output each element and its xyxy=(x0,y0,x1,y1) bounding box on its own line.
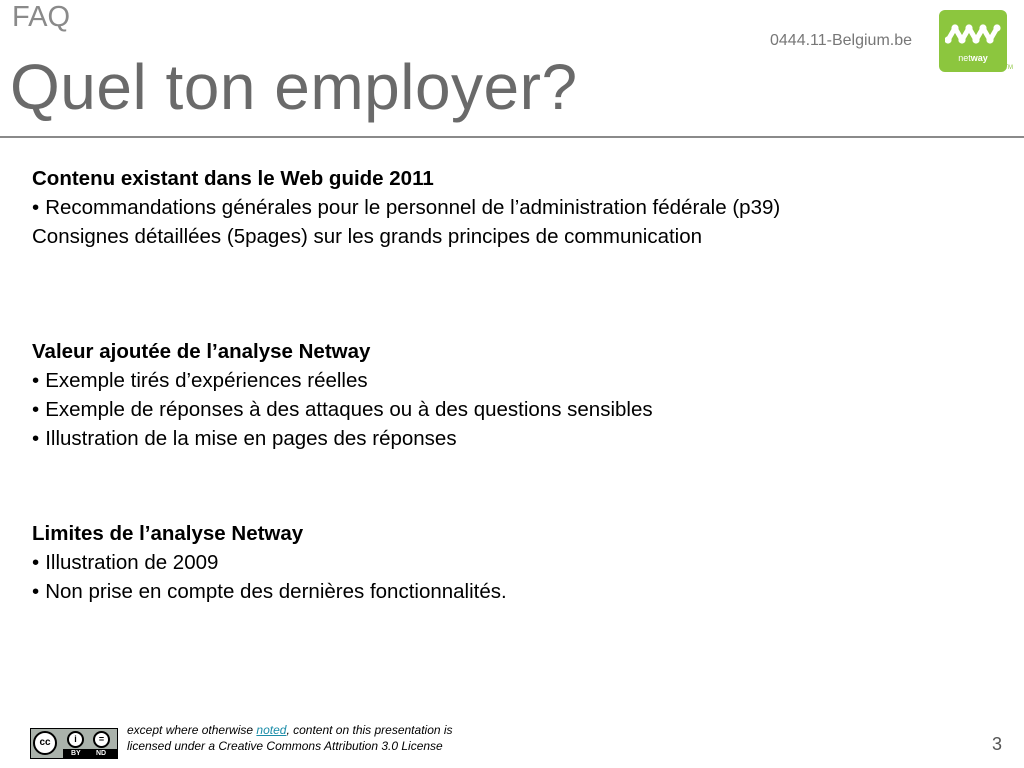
netway-logo xyxy=(939,10,1013,72)
bullet-item: • Non prise en compte des dernières fonctionnalités. xyxy=(32,577,992,606)
slide-header xyxy=(0,0,1024,138)
bullet-item: • Recommandations générales pour le personnel de l’administration fédérale (p39) xyxy=(32,193,992,222)
netway-wave-icon xyxy=(945,22,1001,48)
plain-line: Consignes détaillées (5pages) sur les grands principes de communication xyxy=(32,225,703,248)
creative-commons-badge-icon[interactable] xyxy=(30,728,118,759)
logo-trademark: TM xyxy=(1004,65,1013,71)
by-label: BY xyxy=(71,750,81,757)
section-label: FAQ xyxy=(12,1,71,33)
section-added-value xyxy=(32,337,992,453)
noted-link[interactable]: noted xyxy=(256,723,287,737)
section-limits xyxy=(32,519,992,606)
bullet-item: • Exemple tirés d’expériences réelles xyxy=(32,366,992,395)
section-existing-content xyxy=(32,164,992,251)
section-heading: Contenu existant dans le Web guide 2011 xyxy=(32,167,434,190)
section-heading: Limites de l’analyse Netway xyxy=(32,522,304,545)
slide-title: Quel ton employer? xyxy=(10,51,578,123)
slide-body xyxy=(32,164,992,606)
header-divider xyxy=(0,136,1024,138)
license-notice: except where otherwise noted, content on this presentation is licensed under a Creative Commons Attribution 3.0 License xyxy=(127,723,453,753)
bullet-item: • Exemple de réponses à des attaques ou à des questions sensibles xyxy=(32,395,992,424)
section-heading: Valeur ajoutée de l’analyse Netway xyxy=(32,340,371,363)
attribution-icon: i xyxy=(67,731,84,748)
cc-icon: cc xyxy=(33,731,57,755)
logo-text: netway xyxy=(958,53,988,63)
nd-label: ND xyxy=(96,750,107,757)
page-number: 3 xyxy=(992,734,1003,754)
no-derivatives-icon: = xyxy=(93,731,110,748)
bullet-item: • Illustration de 2009 xyxy=(32,548,992,577)
site-url: 0444.11-Belgium.be xyxy=(770,32,913,49)
bullet-item: • Illustration de la mise en pages des réponses xyxy=(32,424,992,453)
